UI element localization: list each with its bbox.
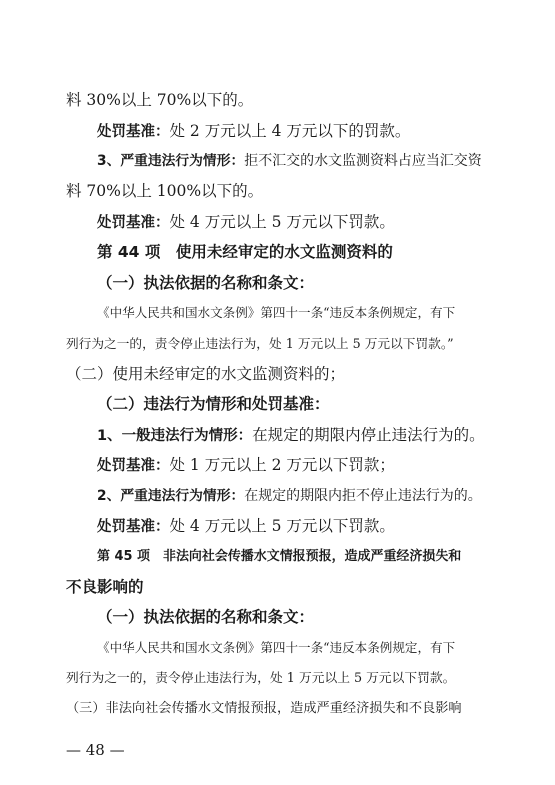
legal-citation-line [97, 638, 455, 658]
page-number [66, 741, 125, 759]
penalty-standard-label: 处罚基准： [97, 519, 170, 535]
penalty-standard-line [97, 212, 395, 233]
violation-case-line [97, 425, 485, 446]
body-text-line [66, 90, 253, 110]
violation-case-line [97, 486, 482, 506]
section-heading [97, 273, 314, 293]
legal-citation-line [97, 303, 455, 323]
text: 处 4 万元以上 5 万元以下罚款。 [169, 213, 395, 231]
item-44-heading [97, 242, 393, 262]
text: 料 70%以上 100%以下的。 [66, 182, 264, 200]
legal-citation-line [66, 668, 455, 689]
heading-text: 不良影响的 [66, 578, 144, 596]
penalty-standard-line [97, 516, 395, 537]
violation-case-label: 2、严重违法行为情形： [97, 488, 245, 504]
text: （三）非法向社会传播水文情报预报，造成严重经济损失和不良影响 [66, 701, 462, 716]
legal-citation-line [66, 334, 454, 354]
heading-text: （二）违法行为情形和处罚基准： [97, 395, 330, 413]
penalty-standard-label: 处罚基准： [97, 215, 170, 231]
violation-case-label: 1、一般违法行为情形： [97, 428, 253, 444]
body-text-line [66, 181, 263, 201]
text: 列行为之一的，责令停止违法行为，处 1 万元以上 5 万元以下罚款。 [66, 671, 456, 686]
text: 《中华人民共和国水文条例》第四十一条“违反本条例规定，有下 [97, 640, 456, 655]
text: 在规定的期限内停止违法行为的。 [252, 426, 485, 444]
text: 处 2 万元以上 4 万元以下的罚款。 [169, 122, 411, 140]
text: 列行为之一的，责令停止违法行为，处 1 万元以上 5 万元以下罚款。” [66, 336, 454, 351]
text: 拒不汇交的水文监测资料占应当汇交资 [244, 153, 482, 169]
legal-citation-line [66, 364, 345, 384]
text: 处 1 万元以上 2 万元以下罚款； [169, 456, 395, 474]
heading-text: 第 45 项 非法向社会传播水文情报预报，造成严重经济损失和 [97, 549, 462, 564]
heading-text: 第 44 项 使用未经审定的水文监测资料的 [97, 243, 393, 261]
violation-case-line [97, 151, 482, 171]
penalty-standard-line [97, 121, 410, 142]
penalty-standard-label: 处罚基准： [97, 458, 170, 474]
item-45-heading-continued [66, 577, 144, 597]
legal-citation-line [66, 698, 462, 719]
item-45-heading [97, 546, 461, 567]
text: 料 30%以上 70%以下的。 [66, 91, 254, 109]
violation-case-label: 3、严重违法行为情形： [97, 153, 245, 169]
text: （二）使用未经审定的水文监测资料的； [66, 365, 346, 383]
page-number-text: — 48 — [66, 741, 125, 759]
section-heading [97, 607, 314, 627]
text: 《中华人民共和国水文条例》第四十一条“违反本条例规定，有下 [97, 305, 456, 320]
text: 在规定的期限内拒不停止违法行为的。 [244, 488, 482, 504]
heading-text: （一）执法依据的名称和条文： [97, 274, 315, 292]
heading-text: （一）执法依据的名称和条文： [97, 608, 315, 626]
penalty-standard-label: 处罚基准： [97, 124, 170, 140]
section-heading [97, 394, 330, 414]
text: 处 4 万元以上 5 万元以下罚款。 [169, 517, 395, 535]
penalty-standard-line [97, 455, 395, 476]
